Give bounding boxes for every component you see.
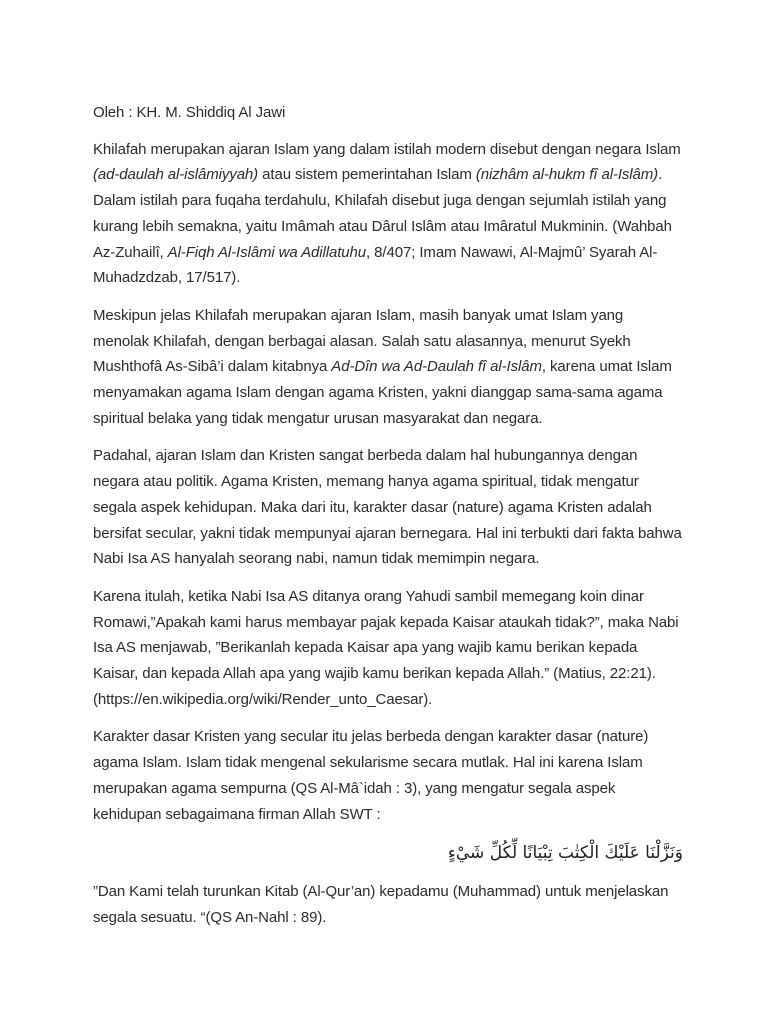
article-body [93,100,683,943]
p1-italic-nizham: (nizhâm al-hukm fî al-Islâm) [475,166,659,184]
paragraph-islam-complete: Karakter dasar Kristen yang secular itu jelas berbeda dengan karakter dasar (nature) agama Islam. Islam tidak mengenal sekularisme secara mutlak. Hal ini karena Islam merupakan agama sempurna (QS Al-Mâ`idah : 3), yang mengatur segala aspek kehidupan sebagaimana firman Allah SWT : [93,728,649,823]
p1-italic-ad-daulah: (ad-daulah al-islâmiyyah) [93,166,259,184]
paragraph-rejection-reason [93,303,683,432]
paragraph-nabi-isa-answer: Karena itulah, ketika Nabi Isa AS ditanya orang Yahudi sambil memegang koin dinar Romawi,”Apakah kami harus membayar pajak kepada Kaisar ataukah tidak?”, maka Nabi Isa AS menjawab, ”Berikanlah kepada Kaisar apa yang wajib kamu berikan kepada Kaisar, dan kepada Allah apa yang wajib kamu berikan kepada Allah.” (Matius, 22:21). (https://en.wikipedia.org/wiki/Render_unto_Caesar). [93,587,679,708]
p1-text-1: Khilafah merupakan ajaran Islam yang dalam istilah modern disebut dengan negara Islam [93,140,681,158]
paragraph-khilafah-definition [93,137,683,291]
p1-text-2: atau sistem pemerintahan Islam [258,166,476,184]
p2-text-2: , karena umat Islam menyamakan agama Islam dengan agama Kristen, yakni dianggap sama-sama agama spiritual belaka yang tidak mengatur urusan masyarakat dan negara. [93,358,672,427]
arabic-verse: وَنَزَّلْنَا عَلَيْكَ الْكِتٰبَ تِبْيَانًا لِّكُلِّ شَيْءٍ [447,843,683,864]
p1-text-3: . Dalam istilah para fuqaha terdahulu, Khilafah disebut juga dengan sejumlah istilah yang kurang lebih semakna, yaitu Imâmah atau Dârul Islâm atau Imâratul Mukminin. (Wahbah Az-Zuhailî, [93,166,672,261]
p2-text-1: Meskipun jelas Khilafah merupakan ajaran Islam, masih banyak umat Islam yang menolak Khilafah, dengan berbagai alasan. Salah satu alasannya, menurut Syekh Mushthofâ As-Sibâ’i dalam kitabnya [93,306,631,376]
p2-italic-ad-din: Ad-Dîn wa Ad-Daulah fî al-Islâm [331,358,542,376]
paragraph-verse-translation: ”Dan Kami telah turunkan Kitab (Al-Qur’an) kepadamu (Muhammad) untuk menjelaskan segala sesuatu. “(QS An-Nahl : 89). [93,883,669,926]
p1-text-4: , 8/407; Imam Nawawi, Al-Majmû’ Syarah Al-Muhadzdzab, 17/517). [93,243,658,287]
author-line: Oleh : KH. M. Shiddiq Al Jawi [93,104,286,121]
p1-italic-al-fiqh: Al-Fiqh Al-Islâmi wa Adillatuhu [167,243,367,261]
paragraph-islam-vs-christianity: Padahal, ajaran Islam dan Kristen sangat berbeda dalam hal hubungannya dengan negara atau politik. Agama Kristen, memang hanya agama spiritual, tidak mengatur segala aspek kehidupan. Maka dari itu, karakter dasar (nature) agama Kristen adalah bersifat secular, yakni tidak mempunyai ajaran bernegara. Hal ini terbukti dari fakta bahwa Nabi Isa AS hanyalah seorang nabi, namun tidak memimpin negara. [93,447,682,568]
